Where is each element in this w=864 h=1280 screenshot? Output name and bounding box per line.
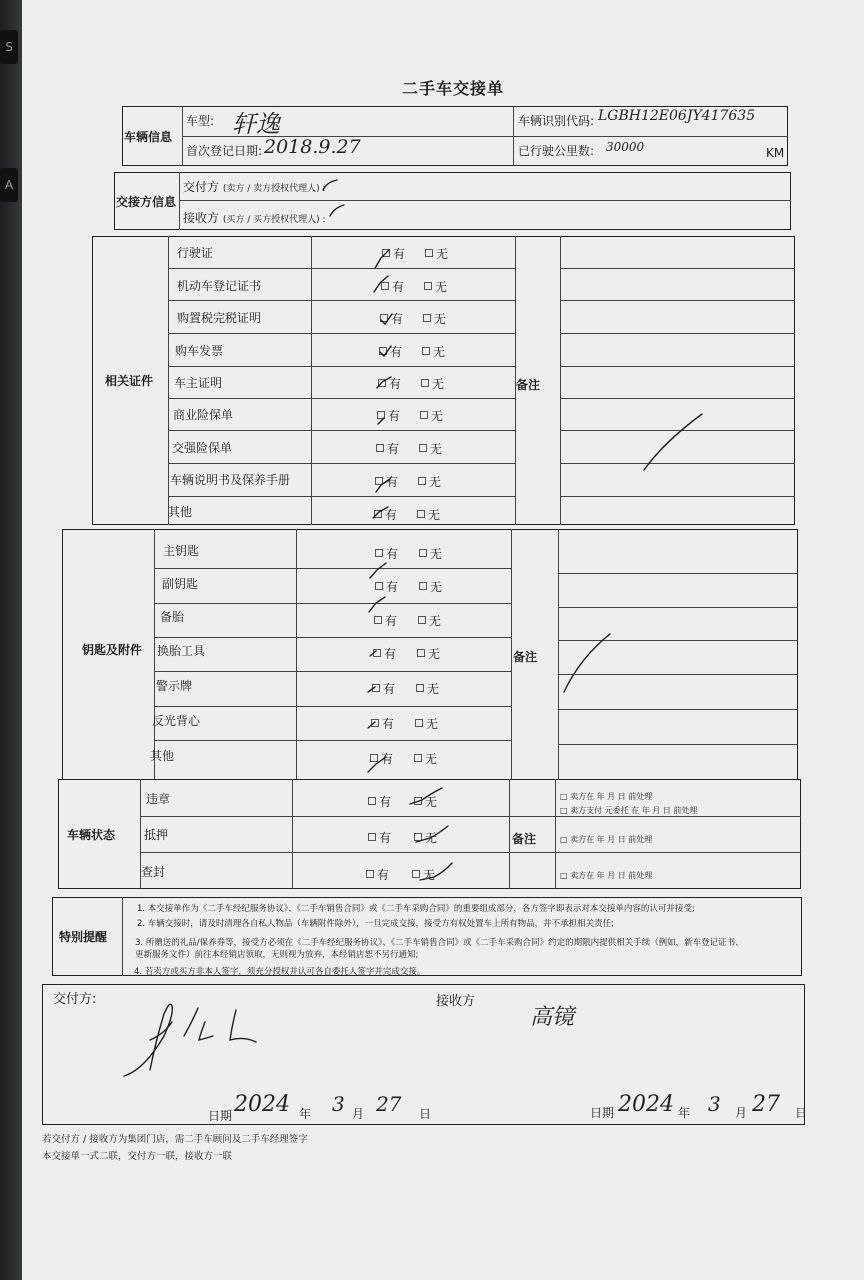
key-no-checkbox[interactable]: 无 bbox=[419, 545, 442, 562]
doc-no-checkbox[interactable]: 无 bbox=[417, 506, 440, 523]
form-title: 二手车交接单 bbox=[401, 79, 504, 98]
table-row-divider bbox=[168, 268, 515, 269]
left-year-unit: 年 bbox=[299, 1107, 312, 1121]
model-label: 车型: bbox=[186, 114, 215, 128]
status-remark-label: 备注 bbox=[512, 832, 537, 846]
doc-item-driving-license: 行驶证 bbox=[177, 246, 214, 260]
status-yes-checkbox[interactable]: 有 bbox=[368, 829, 391, 846]
table-row-divider bbox=[154, 603, 511, 604]
status-item-mortgage: 抵押 bbox=[144, 828, 169, 842]
table-row-divider bbox=[168, 366, 515, 367]
vehicle-info-label: 车辆信息 bbox=[124, 130, 173, 144]
table-row-divider bbox=[560, 268, 795, 269]
doc-yes-checkbox[interactable]: 有 bbox=[377, 407, 400, 424]
left-month-unit: 月 bbox=[352, 1107, 365, 1121]
table-row-divider bbox=[168, 496, 515, 497]
doc-yes-checkbox[interactable]: 有 bbox=[379, 343, 402, 360]
key-item-spare-key: 副钥匙 bbox=[162, 577, 199, 591]
receive-signature-label: 接收方 bbox=[436, 994, 476, 1009]
table-row-divider bbox=[154, 706, 511, 707]
parties-label: 交接方信息 bbox=[116, 195, 177, 209]
doc-item-compulsory-insurance: 交强险保单 bbox=[172, 441, 233, 455]
status-remark-mortgage: □ 卖方在 年 月 日 前处理 bbox=[560, 835, 653, 844]
keyboard-key: S bbox=[0, 30, 18, 64]
first-registration-value: 2018.9.27 bbox=[264, 136, 361, 158]
table-row-divider bbox=[168, 300, 515, 301]
table-row-divider bbox=[168, 463, 515, 464]
key-yes-checkbox[interactable]: 有 bbox=[371, 715, 394, 732]
key-item-spare-tire: 备胎 bbox=[160, 610, 185, 624]
key-item-reflective-vest: 反光背心 bbox=[152, 714, 201, 728]
table-row-divider bbox=[560, 463, 795, 464]
left-date-label: 日期 bbox=[208, 1109, 233, 1123]
table-row-divider bbox=[168, 430, 515, 431]
signature-box bbox=[42, 984, 808, 1125]
table-row-divider bbox=[558, 640, 798, 641]
documents-remark-label: 备注 bbox=[516, 378, 541, 392]
table-row-divider bbox=[154, 637, 511, 638]
key-no-checkbox[interactable]: 无 bbox=[419, 578, 442, 595]
status-no-checkbox[interactable]: 无 bbox=[414, 829, 437, 846]
status-remark-seizure: □ 卖方在 年 月 日 前处理 bbox=[560, 871, 653, 880]
key-yes-checkbox[interactable]: 有 bbox=[373, 645, 396, 662]
doc-item-other: 其他 bbox=[168, 505, 193, 519]
deliver-party-label: 交付方 (卖方 / 卖方授权代理人) : bbox=[183, 180, 326, 194]
table-row-divider bbox=[154, 671, 511, 672]
left-day-unit: 日 bbox=[419, 1107, 432, 1121]
doc-item-commercial-insurance: 商业险保单 bbox=[173, 408, 234, 422]
right-year-unit: 年 bbox=[678, 1106, 691, 1120]
doc-no-checkbox[interactable]: 无 bbox=[425, 245, 448, 262]
status-item-violation: 违章 bbox=[146, 792, 171, 806]
mileage-unit: KM bbox=[766, 146, 785, 160]
key-item-warning-triangle: 警示牌 bbox=[156, 679, 193, 693]
right-date-year: 2024 bbox=[618, 1092, 674, 1117]
notice-rule-1: 1. 本交接单作为《二手车经纪服务协议》、《二手车销售合同》或《二手车采购合同》的重要组成部分，各方签字即表示对本交接单内容的认可并接受; bbox=[137, 904, 695, 914]
footer-note-2: 本交接单一式二联，交付方一联，接收方一联 bbox=[42, 1151, 233, 1162]
key-no-checkbox[interactable]: 无 bbox=[416, 680, 439, 697]
left-date-day: 27 bbox=[376, 1092, 402, 1116]
special-notice-label: 特别提醒 bbox=[59, 930, 108, 944]
right-day-unit: 日 bbox=[795, 1106, 808, 1120]
right-date-day: 27 bbox=[752, 1092, 780, 1117]
table-row-divider bbox=[154, 740, 511, 741]
key-no-checkbox[interactable]: 无 bbox=[415, 715, 438, 732]
key-yes-checkbox[interactable]: 有 bbox=[375, 578, 398, 595]
doc-no-checkbox[interactable]: 无 bbox=[420, 407, 443, 424]
key-no-checkbox[interactable]: 无 bbox=[418, 612, 441, 629]
status-item-seizure: 查封 bbox=[141, 865, 166, 879]
table-row-divider bbox=[154, 568, 511, 569]
doc-no-checkbox[interactable]: 无 bbox=[423, 310, 446, 327]
key-no-checkbox[interactable]: 无 bbox=[417, 645, 440, 662]
model-value: 轩逸 bbox=[232, 110, 280, 138]
doc-item-owner-certificate: 车主证明 bbox=[174, 376, 223, 390]
table-row-divider bbox=[558, 709, 798, 710]
mileage-label: 已行驶公里数: bbox=[518, 144, 595, 158]
vin-label: 车辆识别代码: bbox=[518, 114, 595, 128]
table-row-divider bbox=[560, 300, 795, 301]
footer-note-1: 若交付方 / 接收方为集团门店，需二手车顾问及二手车经理签字 bbox=[42, 1134, 308, 1145]
key-yes-checkbox[interactable]: 有 bbox=[370, 750, 393, 767]
mileage-value: 30000 bbox=[606, 140, 645, 154]
doc-yes-checkbox[interactable]: 有 bbox=[380, 310, 403, 327]
keys-remark-label: 备注 bbox=[513, 650, 538, 664]
doc-item-registration-certificate: 机动车登记证书 bbox=[177, 279, 262, 293]
key-no-checkbox[interactable]: 无 bbox=[414, 750, 437, 767]
vin-value: LGBH12E06JY417635 bbox=[598, 108, 756, 124]
notice-rule-3: 3. 所赠送的礼品/保养券等，接受方必须在《二手车经纪服务协议》、《二手车销售合同》或《二手车采购合同》约定的期限内提供相关手续（例如，新车登记证书、 bbox=[135, 938, 744, 948]
vehicle-status-label: 车辆状态 bbox=[67, 828, 116, 842]
table-row-divider bbox=[560, 496, 795, 497]
key-yes-checkbox[interactable]: 有 bbox=[374, 612, 397, 629]
doc-item-purchase-invoice: 购车发票 bbox=[175, 344, 224, 358]
left-date-month: 3 bbox=[332, 1092, 345, 1116]
table-row-divider bbox=[560, 366, 795, 367]
receive-party-label: 接收方 (买方 / 买方授权代理人) : bbox=[183, 211, 326, 225]
table-row-divider bbox=[558, 674, 798, 675]
key-item-tire-tools: 换胎工具 bbox=[157, 644, 206, 658]
right-date-month: 3 bbox=[708, 1092, 721, 1116]
key-yes-checkbox[interactable]: 有 bbox=[372, 680, 395, 697]
keys-accessories-label: 钥匙及附件 bbox=[82, 643, 143, 657]
doc-no-checkbox[interactable]: 无 bbox=[424, 278, 447, 295]
status-remark-violation-1: □ 卖方在 年 月 日 前处理 bbox=[560, 792, 653, 801]
status-yes-checkbox[interactable]: 有 bbox=[368, 793, 391, 810]
table-row-divider bbox=[560, 333, 795, 334]
right-date-label: 日期 bbox=[590, 1106, 615, 1120]
doc-no-checkbox[interactable]: 无 bbox=[421, 375, 444, 392]
key-item-main-key: 主钥匙 bbox=[163, 544, 200, 558]
doc-yes-checkbox[interactable]: 有 bbox=[376, 440, 399, 457]
receiver-signature: 高镜 bbox=[530, 1005, 575, 1030]
table-row-divider bbox=[558, 573, 798, 574]
doc-yes-checkbox[interactable]: 有 bbox=[381, 278, 404, 295]
deliver-signature-label: 交付方: bbox=[53, 992, 97, 1007]
doc-no-checkbox[interactable]: 无 bbox=[422, 343, 445, 360]
table-row-divider bbox=[558, 607, 798, 608]
table-row-divider bbox=[558, 744, 798, 745]
table-row-divider bbox=[168, 398, 515, 399]
right-month-unit: 月 bbox=[735, 1106, 748, 1120]
status-remark-violation-2: □ 卖方支付 元委托 在 年 月 日 前处理 bbox=[560, 806, 698, 815]
doc-yes-checkbox[interactable]: 有 bbox=[382, 245, 405, 262]
key-yes-checkbox[interactable]: 有 bbox=[375, 545, 398, 562]
doc-no-checkbox[interactable]: 无 bbox=[418, 473, 441, 490]
left-date-year: 2024 bbox=[234, 1092, 290, 1117]
notice-rule-3-cont: 更新服务文件）前往本经销店领取，无则视为放弃，本经销店恕不另行通知; bbox=[135, 950, 419, 960]
notice-rule-2: 2. 车辆交接时，请及时清理各自私人物品（车辆附件除外），一旦完成交接，接受方有权处置车上所有物品，并不承担相关责任; bbox=[137, 919, 614, 929]
doc-yes-checkbox[interactable]: 有 bbox=[374, 506, 397, 523]
doc-item-purchase-tax-certificate: 购置税完税证明 bbox=[177, 311, 262, 325]
documents-label: 相关证件 bbox=[105, 374, 154, 388]
first-registration-label: 首次登记日期: bbox=[186, 144, 263, 158]
doc-item-manual-maintenance-book: 车辆说明书及保养手册 bbox=[170, 473, 291, 487]
table-row-divider bbox=[168, 333, 515, 334]
status-no-checkbox[interactable]: 无 bbox=[414, 793, 437, 810]
doc-yes-checkbox[interactable]: 有 bbox=[378, 375, 401, 392]
table-row-divider bbox=[560, 398, 795, 399]
doc-yes-checkbox[interactable]: 有 bbox=[375, 473, 398, 490]
key-item-other: 其他 bbox=[150, 749, 175, 763]
table-row-divider bbox=[560, 430, 795, 431]
status-no-checkbox[interactable]: 无 bbox=[412, 866, 435, 883]
status-yes-checkbox[interactable]: 有 bbox=[366, 866, 389, 883]
keyboard-key: A bbox=[0, 168, 18, 202]
doc-no-checkbox[interactable]: 无 bbox=[419, 440, 442, 457]
notice-rule-4: 4. 若卖方或买方非本人签字，须充分授权并认可各自委托人签字并完成交接。 bbox=[134, 967, 426, 977]
